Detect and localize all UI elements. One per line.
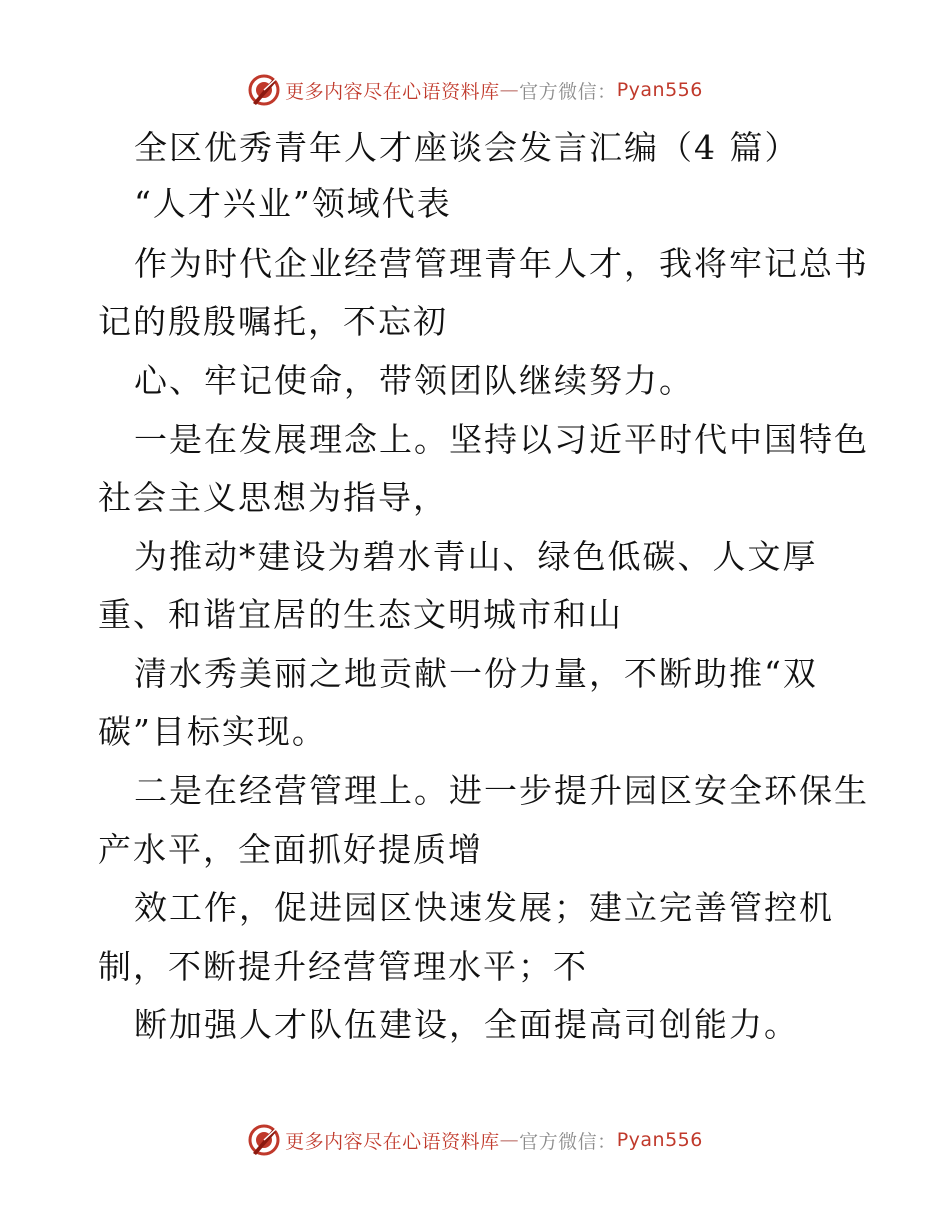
paragraph-line: 效工作，促进园区快速发展；建立完善管控机 (134, 888, 834, 927)
header-watermark (0, 72, 950, 108)
watermark-dash: — (499, 79, 520, 101)
watermark-label: 官方微信： (519, 80, 617, 103)
paragraph-line: 断加强人才队伍建设，全面提高司创能力。 (134, 1005, 799, 1044)
footer-watermark (0, 1122, 950, 1158)
watermark-id: Pyan556 (616, 79, 703, 101)
watermark-main-text: 更多内容尽在心语资料库 (285, 80, 500, 103)
paragraph-line: 心、牢记使命，带领团队继续努力。 (134, 361, 694, 400)
paragraph-line: 作为时代企业经营管理青年人才，我将牢记总书 (134, 244, 869, 283)
section-heading: “人才兴业”领域代表 (134, 184, 452, 223)
pen-logo-icon (247, 73, 281, 107)
watermark-label: 官方微信： (519, 1130, 617, 1153)
watermark-id: Pyan556 (616, 1129, 703, 1151)
paragraph-line: 为推动*建设为碧水青山、绿色低碳、人文厚 (134, 537, 818, 576)
paragraph-line: 一是在发展理念上。坚持以习近平时代中国特色 (134, 420, 869, 459)
pen-logo-icon (247, 1123, 281, 1157)
paragraph-line: 记的殷殷嘱托，不忘初 (98, 302, 448, 341)
watermark-dash: — (499, 1129, 520, 1151)
paragraph-line: 重、和谐宜居的生态文明城市和山 (98, 595, 623, 634)
paragraph-line: 制，不断提升经营管理水平；不 (98, 947, 588, 986)
document-title: 全区优秀青年人才座谈会发言汇编（4 篇） (134, 128, 800, 167)
paragraph-line: 社会主义思想为指导， (98, 478, 448, 517)
paragraph-line: 二是在经营管理上。进一步提升园区安全环保生 (134, 771, 869, 810)
paragraph-line: 产水平，全面抓好提质增 (98, 830, 483, 869)
watermark-main-text: 更多内容尽在心语资料库 (285, 1130, 500, 1153)
paragraph-line: 清水秀美丽之地贡献一份力量，不断助推“双 (134, 654, 818, 693)
paragraph-line: 碳”目标实现。 (98, 712, 327, 751)
